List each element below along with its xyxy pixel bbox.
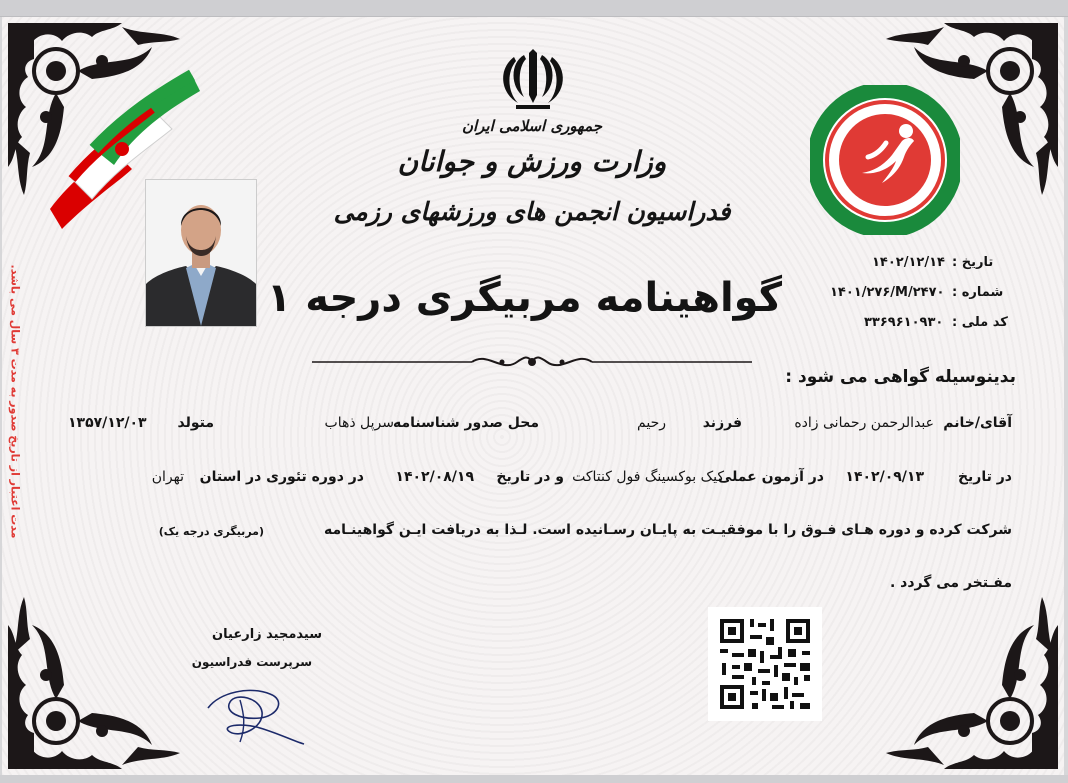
- holder-photo: [145, 179, 257, 327]
- ornament-icon: [864, 575, 1064, 775]
- ornament-icon: [2, 575, 202, 775]
- divider-ornament-icon: [312, 349, 752, 375]
- completion-text: شرکت کرده و دوره هـای فـوق را با موفقیـت به پایـان رسـانیده است. لـذا به دریافت ایـن گواهینـامه: [323, 522, 1012, 538]
- signatory-role: سرپرست فدراسیون: [191, 655, 312, 669]
- republic-heading: جمهوری اسلامی ایران: [461, 117, 603, 135]
- practical-date-value: ۱۴۰۲/۰۹/۱۳: [845, 469, 924, 485]
- title-divider: [312, 349, 752, 375]
- birthplace-label: محل صدور شناسنامه: [392, 415, 539, 431]
- holder-name: عبدالرحمن رحمانی زاده: [794, 415, 934, 431]
- signatory-name: سیدمجید زارعیان: [212, 627, 322, 642]
- theory-date-label: و در تاریخ: [496, 469, 564, 485]
- born-value: ۱۳۵۷/۱۲/۰۳: [68, 415, 147, 431]
- theory-date-value: ۱۴۰۲/۰۸/۱۹: [395, 469, 474, 485]
- viewer-bottom-bar: [0, 775, 1068, 783]
- date-value: ۱۴۰۲/۱۲/۱۴: [872, 255, 945, 270]
- ministry-heading: وزارت ورزش و جوانان: [397, 145, 667, 178]
- born-label: متولد: [177, 415, 214, 431]
- title-label: آقای/خانم: [943, 415, 1012, 431]
- corner-ornament-bottom-right: [864, 575, 1064, 775]
- closing-text: مفـتخر می گردد .: [889, 575, 1012, 591]
- iran-emblem-icon: [496, 43, 570, 113]
- certificate-level: (مربیگری درجه یک): [158, 525, 264, 538]
- national-id-value: ۳۳۶۹۶۱۰۹۳۰: [864, 315, 944, 330]
- corner-ornament-bottom-left: [2, 575, 202, 775]
- federation-heading: فدراسیون انجمن های ورزشهای رزمی: [333, 197, 731, 226]
- practical-date-label: در تاریخ: [957, 469, 1012, 485]
- theory-course-label: در دوره تئوری در استان: [199, 469, 364, 485]
- national-id-label: کد ملی :: [952, 315, 1008, 330]
- federation-logo-icon: [810, 85, 960, 235]
- certificate-title: گواهینامه مربیگری درجه ۱: [266, 275, 782, 321]
- certificate: [2, 17, 1064, 775]
- qr-code-icon: [708, 607, 822, 721]
- practical-exam-label: در آزمون عملی: [717, 469, 824, 485]
- intro-text: بدینوسیله گواهی می شود :: [785, 367, 1016, 387]
- discipline-name: کیک بوکسینگ فول کنتاکت: [572, 469, 724, 485]
- birthplace-value: سرپل ذهاب: [324, 415, 394, 431]
- province-name: تهران: [151, 469, 184, 485]
- viewer-top-bar: [0, 0, 1068, 17]
- validity-note: مدت اعتبار از تاریخ صدور به مدت ۳ سال می باشد.: [8, 264, 22, 539]
- date-label: تاریخ :: [952, 255, 994, 270]
- number-label: شماره :: [952, 285, 1004, 300]
- number-value: ۱۴۰۱/۲۷۶/M/۲۴۷۰: [830, 285, 945, 300]
- signature-icon: [200, 672, 310, 750]
- child-label: فرزند: [702, 415, 742, 431]
- father-name: رحیم: [637, 415, 666, 431]
